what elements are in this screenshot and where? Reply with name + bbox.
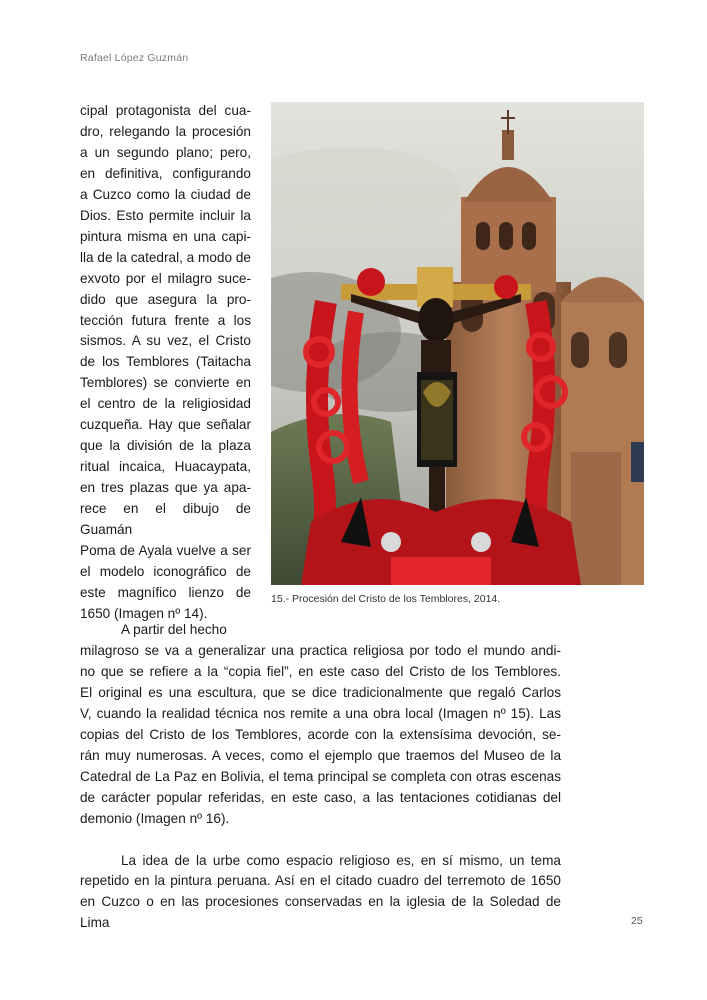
left-column-text bbox=[80, 101, 251, 625]
text-line: el centro de la religiosidad bbox=[80, 396, 251, 412]
text-line: rán muy numerosas. A veces, como el ejemplo que traemos del Museo de la bbox=[80, 747, 561, 763]
text-line: Catedral de La Paz en Bolivia, el tema principal se completa con otras escenas bbox=[80, 768, 561, 784]
text-line: tección futura frente a los bbox=[80, 312, 251, 328]
figure-caption: 15.- Procesión del Cristo de los Temblores, 2014. bbox=[271, 593, 501, 605]
text-line: copias del Cristo de los Temblores, acorde con la extensísima devoción, se- bbox=[80, 726, 561, 742]
text-line: que la división de la plaza bbox=[80, 438, 251, 454]
text-line: V, cuando la realidad técnica nos remite a una obra local (Imagen nº 15). Las bbox=[80, 705, 561, 721]
text-line: sismos. A su vez, el Cristo bbox=[80, 333, 251, 349]
text-line: pintura misma en una capi- bbox=[80, 228, 251, 244]
text-line: a Cuzco como la ciudad de bbox=[80, 186, 251, 202]
body-text bbox=[80, 620, 561, 934]
text-line: repetido en la pintura peruana. Así en el citado cuadro del terremoto de 1650 bbox=[80, 873, 561, 889]
text-line: milagroso se va a generalizar una practica religiosa por todo el mundo andi- bbox=[80, 642, 561, 658]
text-line: El original es una escultura, que se dice tradicionalmente que regaló Carlos bbox=[80, 684, 561, 700]
text-line: A partir del hecho bbox=[121, 622, 227, 637]
text-line: de carácter popular referidas, en este caso, a las tentaciones cotidianas del bbox=[80, 789, 561, 805]
text-line: cipal protagonista del cua- bbox=[80, 103, 251, 118]
text-line: de los Temblores (Taitacha bbox=[80, 354, 251, 370]
text-line: cuzqueña. Hay que señalar bbox=[80, 417, 251, 433]
procession-photo bbox=[271, 102, 644, 585]
text-line: Temblores) se convierte en bbox=[80, 375, 251, 391]
text-line: rece en el dibujo de Guamán bbox=[80, 501, 251, 538]
text-line: 1650 (Imagen nº 14). bbox=[80, 605, 208, 621]
text-line: ritual incaica, Huacaypata, bbox=[80, 459, 251, 475]
text-line: dro, relegando la procesión bbox=[80, 123, 251, 139]
text-line: Poma de Ayala vuelve a ser bbox=[80, 543, 251, 559]
text-line: exvoto por el milagro suce- bbox=[80, 270, 251, 286]
text-line: La idea de la urbe como espacio religioso es, en sí mismo, un tema bbox=[121, 852, 561, 868]
text-line: Dios. Esto permite incluir la bbox=[80, 207, 251, 223]
page-number: 25 bbox=[631, 915, 643, 927]
text-line: lla de la catedral, a modo de bbox=[80, 249, 251, 265]
running-head: Rafael López Guzmán bbox=[80, 52, 189, 64]
text-line: dido que asegura la pro- bbox=[80, 291, 251, 307]
text-line: demonio (Imagen nº 16). bbox=[80, 810, 230, 826]
text-line: a un segundo plano; pero, bbox=[80, 144, 251, 160]
text-line: en tres plazas que ya apa- bbox=[80, 480, 251, 496]
text-line: en definitiva, configurando bbox=[80, 165, 251, 181]
text-line: el modelo iconográfico de bbox=[80, 563, 251, 579]
text-line: no que se refiere a la “copia fiel”, en este caso del Cristo de los Temblores. bbox=[80, 663, 561, 679]
text-line: este magnífico lienzo de bbox=[80, 584, 251, 600]
text-line: en Cuzco o en las procesiones conservadas en la iglesia de la Soledad de Lima bbox=[80, 894, 561, 931]
